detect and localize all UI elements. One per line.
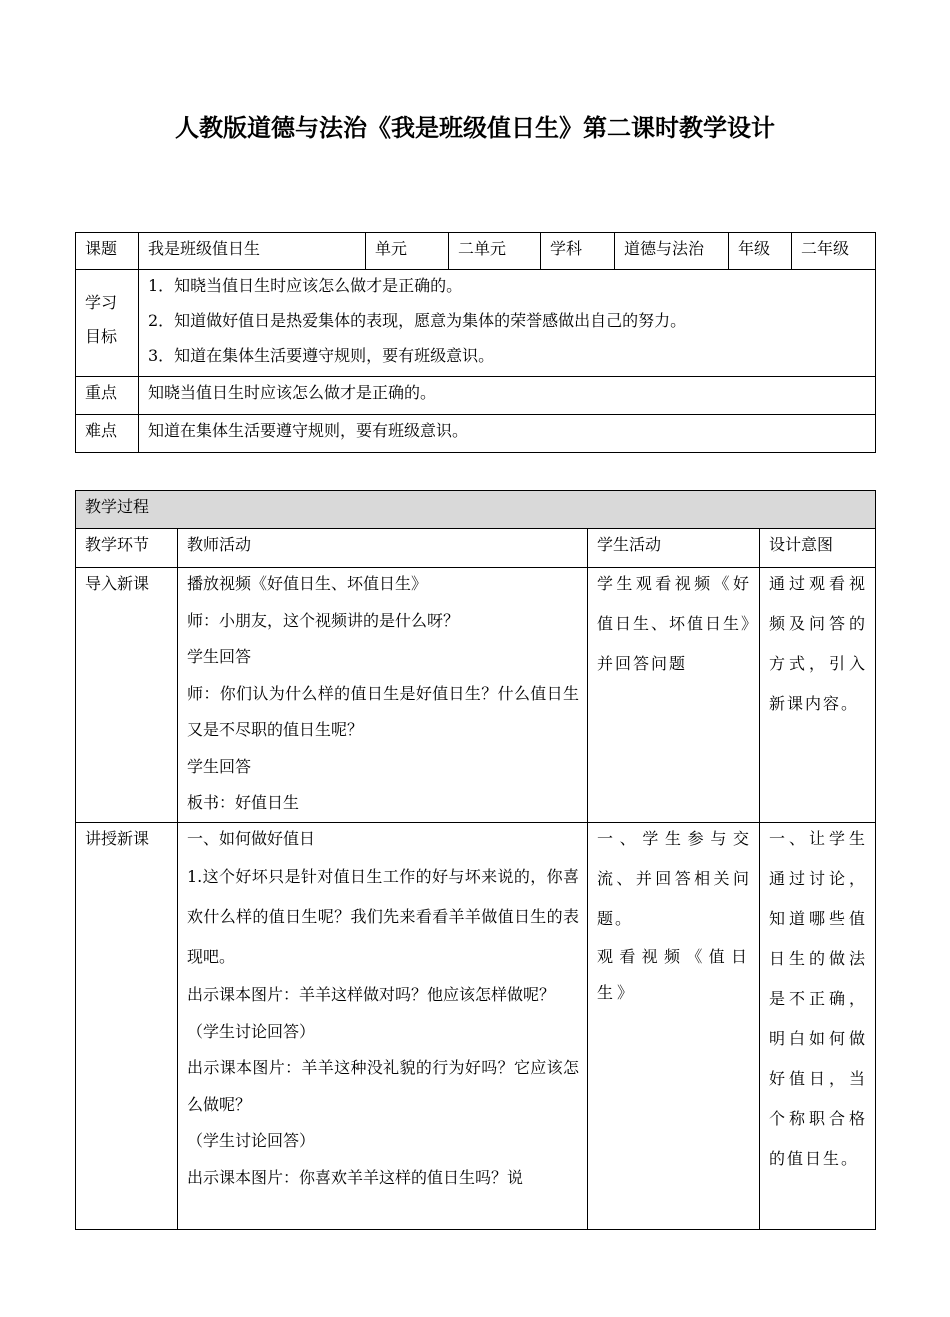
teacher-cell <box>178 822 588 1229</box>
teacher-line: 出示课本图片：羊羊这种没礼貌的行为好吗？它应该怎么做呢？ <box>187 1058 579 1114</box>
grade-value: 二年级 <box>792 233 876 270</box>
key-label: 重点 <box>76 377 139 415</box>
stage-cell: 导入新课 <box>76 568 178 823</box>
topic-value: 我是班级值日生 <box>139 233 366 270</box>
teacher-line: 1.这个好坏只是针对值日生工作的好与坏来说的，你喜欢什么样的值日生呢？我们先来看看羊羊做值日生的表现吧。 <box>187 867 579 966</box>
grade-label: 年级 <box>729 233 792 270</box>
teacher-line: 出示课本图片：你喜欢羊羊这样的值日生吗？说 <box>187 1167 524 1187</box>
key-value: 知晓当值日生时应该怎么做才是正确的。 <box>139 377 876 415</box>
subject-label: 学科 <box>541 233 615 270</box>
student-text: 学生观看视频《好值日生、坏值日生》并回答问题 <box>597 574 752 673</box>
student-text: 观看视频《值日生》 <box>597 946 751 1002</box>
goals-list <box>139 270 876 377</box>
stage-cell: 讲授新课 <box>76 822 178 1229</box>
intent-text: 通过观看视频及问答的方式，引入新课内容。 <box>769 574 868 713</box>
teacher-line: 师：小朋友，这个视频讲的是什么呀？ <box>187 610 460 630</box>
teacher-line: 出示课本图片：羊羊这样做对吗？他应该怎样做呢？ <box>187 985 556 1004</box>
header-intent: 设计意图 <box>760 529 876 568</box>
difficulty-value: 知道在集体生活要遵守规则，要有班级意识。 <box>139 415 876 453</box>
teacher-line: 学生回答 <box>187 756 252 776</box>
course-info-table <box>75 232 876 453</box>
goal-item: 2．知道做好值日是热爱集体的表现，愿意为集体的荣誉感做出自己的努力。 <box>148 311 687 330</box>
table-row <box>76 568 876 823</box>
header-student: 学生活动 <box>588 529 760 568</box>
goal-item: 3．知道在集体生活要遵守规则，要有班级意识。 <box>148 346 495 365</box>
unit-value: 二单元 <box>449 233 541 270</box>
topic-label: 课题 <box>76 233 139 270</box>
teacher-line: 学生回答 <box>187 647 252 666</box>
goals-label: 学习目标 <box>76 270 139 377</box>
teacher-line: （学生讨论回答） <box>187 1021 316 1041</box>
intent-text: 一、让学生通过讨论，知道哪些值日生的做法是不正确，明白如何做好值日，当个称职合格的值日生。 <box>769 828 868 1168</box>
page-title: 人教版道德与法治《我是班级值日生》第二课时教学设计 <box>175 114 775 142</box>
section-title: 教学过程 <box>76 491 876 529</box>
teacher-line: 师：你们认为什么样的值日生是好值日生？什么值日生又是不尽职的值日生呢？ <box>187 683 579 739</box>
process-table <box>75 490 876 1230</box>
intent-cell <box>760 822 876 1229</box>
header-teacher: 教师活动 <box>178 529 588 568</box>
header-stage: 教学环节 <box>76 529 178 568</box>
table-row <box>76 822 876 1229</box>
teacher-line: （学生讨论回答） <box>187 1131 316 1150</box>
student-cell <box>588 568 760 823</box>
teacher-line: 板书：好值日生 <box>187 793 300 812</box>
subject-value: 道德与法治 <box>615 233 729 270</box>
teacher-line: 一、如何做好值日 <box>187 828 316 848</box>
teacher-line: 播放视频《好值日生、坏值日生》 <box>187 574 428 593</box>
intent-cell <box>760 568 876 823</box>
teacher-cell <box>178 568 588 823</box>
difficulty-label: 难点 <box>76 415 139 453</box>
unit-label: 单元 <box>366 233 449 270</box>
student-text: 一、学生参与交流、并回答相关问题。 <box>597 828 751 928</box>
goal-item: 1．知晓当值日生时应该怎么做才是正确的。 <box>148 276 463 295</box>
student-cell <box>588 822 760 1229</box>
